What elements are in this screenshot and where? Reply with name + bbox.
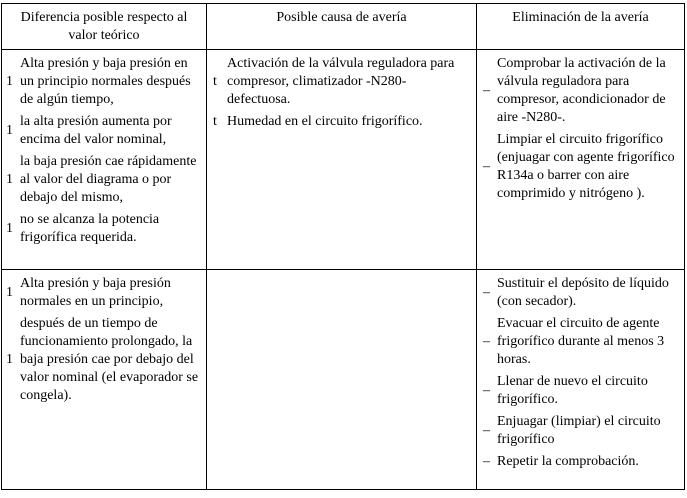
- remedy-text: Repetir la comprobación.: [497, 454, 639, 469]
- remedy-text: Comprobar la activación de la válvula reguladora para compresor, acondicionador de aire -N280-.: [497, 56, 666, 125]
- bullet: 1: [6, 172, 13, 187]
- remedy-text: Limpiar el circuito frigorífico (enjuagar con agente frigorífico R134a o barrer con aire comprimido y nitrógeno ).: [497, 132, 675, 201]
- list-item: [483, 453, 678, 471]
- difference-text: después de un tiempo de funcionamiento prolongado, la baja presión cae por debajo del valor nominal (el evaporador se congela).: [20, 316, 199, 403]
- list-item: [6, 153, 200, 207]
- bullet: –: [483, 83, 490, 98]
- cause-text: Humedad en el circuito frigorífico.: [227, 114, 423, 129]
- list-item: [6, 113, 200, 149]
- header-remedy: Eliminación de la avería: [477, 4, 685, 50]
- bullet: 1: [6, 285, 13, 300]
- bullet: 1: [6, 74, 13, 89]
- difference-text: la baja presión cae rápidamente al valor del diagrama o por debajo del mismo,: [20, 154, 197, 205]
- difference-text: Alta presión y baja presión en un principio normales después de algún tiempo,: [20, 56, 191, 107]
- bullet: –: [483, 423, 490, 438]
- difference-text: Alta presión y baja presión normales en un principio,: [20, 276, 171, 309]
- bullet: 1: [6, 352, 13, 367]
- remedy-text: Sustituir el depósito de líquido (con secador).: [497, 276, 669, 309]
- list-item: [483, 373, 678, 409]
- cause-text: Activación de la válvula reguladora para compresor, climatizador -N280- defectuosa.: [227, 56, 455, 107]
- bullet: –: [483, 334, 490, 349]
- table-row: [2, 270, 685, 490]
- remedy-cell: [477, 270, 685, 490]
- list-item: [6, 55, 200, 109]
- difference-cell: [2, 270, 207, 490]
- table-row: [2, 50, 685, 270]
- remedy-text: Llenar de nuevo el circuito frigorífico.: [497, 374, 648, 407]
- bullet: t: [213, 114, 217, 129]
- bullet: –: [483, 159, 490, 174]
- remedy-text: Enjuagar (limpiar) el circuito frigorífico: [497, 414, 661, 447]
- list-item: [213, 113, 470, 131]
- bullet: 1: [6, 123, 13, 138]
- bullet: t: [213, 74, 217, 89]
- list-item: [483, 315, 678, 369]
- list-item: [6, 275, 200, 311]
- list-item: [213, 55, 470, 109]
- cause-cell-empty: [207, 270, 477, 490]
- list-item: [483, 413, 678, 449]
- remedy-cell: [477, 50, 685, 270]
- header-difference: Diferencia posible respecto al valor teórico: [2, 4, 207, 50]
- list-item: [6, 315, 200, 405]
- remedy-text: Evacuar el circuito de agente frigorífico durante al menos 3 horas.: [497, 316, 665, 367]
- list-item: [483, 55, 678, 127]
- difference-cell: [2, 50, 207, 270]
- bullet: –: [483, 285, 490, 300]
- cause-cell: [207, 50, 477, 270]
- bullet: –: [483, 383, 490, 398]
- list-item: [483, 275, 678, 311]
- difference-text: no se alcanza la potencia frigorífica requerida.: [20, 212, 160, 245]
- bullet: –: [483, 454, 490, 469]
- list-item: [6, 211, 200, 247]
- bullet: 1: [6, 221, 13, 236]
- list-item: [483, 131, 678, 203]
- troubleshooting-table: [1, 3, 685, 490]
- difference-text: la alta presión aumenta por encima del valor nominal,: [20, 114, 172, 147]
- header-cause: Posible causa de avería: [207, 4, 477, 50]
- table-header-row: [2, 4, 685, 50]
